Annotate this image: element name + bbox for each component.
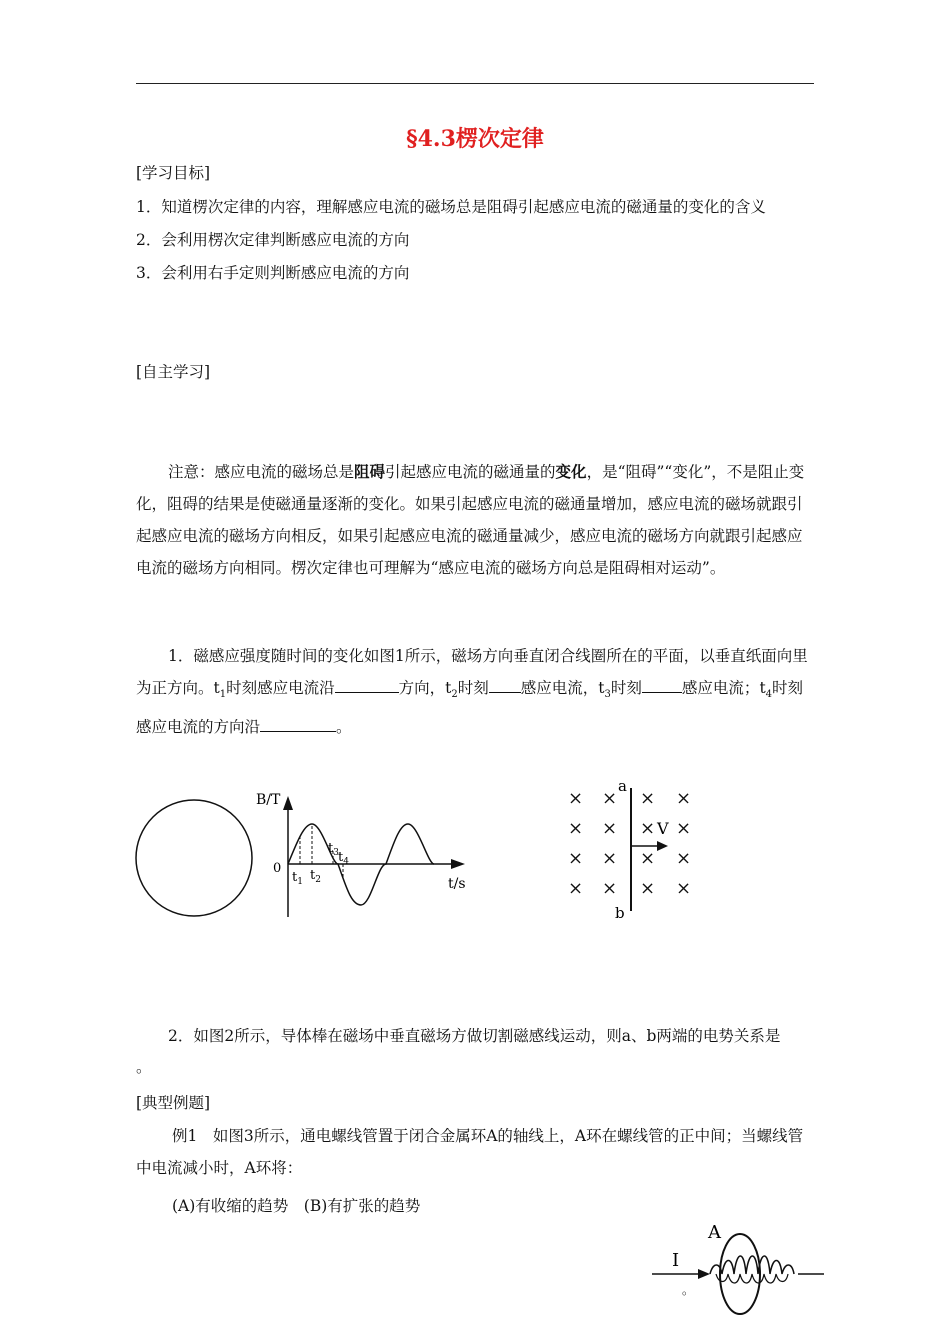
note-bold-term: 变化 bbox=[555, 462, 587, 481]
cross-mark: × bbox=[640, 818, 656, 839]
cross-mark: × bbox=[568, 818, 584, 839]
cross-mark: × bbox=[602, 878, 618, 899]
example-1: 例1 如图3所示，通电螺线管置于闭合金属环A的轴线上，A环在螺线管的正中间；当螺线管中电流减小时，A环将： bbox=[136, 1127, 804, 1177]
figure-3-dot: 。 bbox=[682, 1283, 695, 1297]
label-a: a bbox=[618, 777, 627, 795]
question-2: 2．如图2所示，导体棒在磁场中垂直磁场方做切割磁感线运动，则a、b两端的电势关系是 bbox=[168, 1027, 781, 1045]
solenoid-coil-back bbox=[716, 1274, 788, 1283]
solenoid-coil bbox=[710, 1256, 794, 1274]
objective-item: 1．知道楞次定律的内容，理解感应电流的磁场总是阻碍引起感应电流的磁通量的变化的含义 bbox=[136, 198, 766, 216]
velocity-label: V bbox=[657, 819, 669, 838]
answer-blank-3[interactable] bbox=[642, 678, 682, 693]
y-axis-label: B/T bbox=[256, 792, 281, 808]
header-rule bbox=[136, 83, 814, 84]
note-text: ，是“阻碍”“变化”，不是阻止变化，阻碍的结果是使磁通量逐渐的变化。如果引起感应电流的磁通量增加，感应电流的磁场就跟引起感应电流的磁场方向相反，如果引起感应电流的磁通量减少，感应电流的磁场方向就跟引起感应电流的磁场方向相同。楞次定律也可理解为“感应电流的磁场方向总是阻碍相对运动”。 bbox=[136, 463, 805, 577]
figure-1 bbox=[128, 780, 478, 925]
ring-label-a: A bbox=[708, 1222, 721, 1243]
examples-heading: [典型例题] bbox=[136, 1094, 211, 1112]
question-1: 1．磁感应强度随时间的变化如图1所示，磁场方向垂直闭合线圈所在的平面，以垂直纸面向里为正方向。$t_1$时刻感应电流沿 方向，$t_2$时刻 感应电流，$t_3$时刻 感应电流；$t_4$时刻感应电流的方向沿 。 bbox=[136, 647, 808, 737]
note-paragraph bbox=[136, 456, 816, 584]
cross-mark: × bbox=[640, 848, 656, 869]
cross-mark: × bbox=[640, 878, 656, 899]
note-bold-term: 阻碍 bbox=[354, 462, 386, 481]
page-title: §4.3楞次定律 bbox=[406, 126, 544, 152]
answer-blank-4[interactable] bbox=[260, 717, 336, 732]
figure-2 bbox=[560, 776, 700, 926]
cross-mark: × bbox=[568, 788, 584, 809]
cross-mark: × bbox=[602, 788, 618, 809]
velocity-arrowhead bbox=[657, 841, 668, 851]
objective-item: 3．会利用右手定则判断感应电流的方向 bbox=[136, 264, 410, 282]
cross-mark: × bbox=[676, 848, 692, 869]
coil-circle bbox=[136, 800, 252, 916]
cross-mark: × bbox=[676, 878, 692, 899]
self-study-heading: [自主学习] bbox=[136, 363, 211, 381]
tick-label-t2: $t_2$ bbox=[310, 868, 321, 885]
label-b: b bbox=[615, 904, 625, 922]
tick-label-t1: $t_1$ bbox=[292, 870, 303, 887]
cross-mark: × bbox=[676, 818, 692, 839]
example-1-options: (A)有收缩的趋势 (B)有扩张的趋势 bbox=[172, 1197, 421, 1215]
answer-blank-2[interactable] bbox=[489, 678, 521, 693]
cross-mark: × bbox=[676, 788, 692, 809]
tick-label-t3: $t_3$ bbox=[328, 841, 339, 858]
q2-end-mark: 。 bbox=[136, 1058, 152, 1076]
cross-mark: × bbox=[602, 848, 618, 869]
note-text: 引起感应电流的磁通量的 bbox=[385, 463, 556, 481]
q1-stem: 1．磁感应强度随时间的变化如图1所示，磁场方向垂直闭合线圈所在的平面，以垂直纸面向里为正方向。 bbox=[136, 647, 808, 697]
tick-label-t4: $t_4$ bbox=[338, 850, 349, 867]
objectives-heading: [学习目标] bbox=[136, 164, 211, 182]
cross-mark: × bbox=[640, 788, 656, 809]
cross-mark: × bbox=[602, 818, 618, 839]
answer-blank-1[interactable] bbox=[335, 678, 399, 693]
figure-3 bbox=[648, 1216, 828, 1316]
origin-label: 0 bbox=[273, 861, 282, 876]
field-crosses bbox=[568, 788, 691, 899]
x-axis-label: t/s bbox=[448, 876, 466, 892]
y-axis-arrow bbox=[283, 796, 293, 810]
cross-mark: × bbox=[568, 878, 584, 899]
cross-mark: × bbox=[568, 848, 584, 869]
current-arrow bbox=[698, 1269, 710, 1279]
objective-item: 2．会利用楞次定律判断感应电流的方向 bbox=[136, 231, 410, 249]
x-axis-arrow bbox=[451, 859, 465, 869]
note-text: 注意：感应电流的磁场总是 bbox=[168, 463, 355, 481]
current-label-i: I bbox=[672, 1250, 680, 1271]
